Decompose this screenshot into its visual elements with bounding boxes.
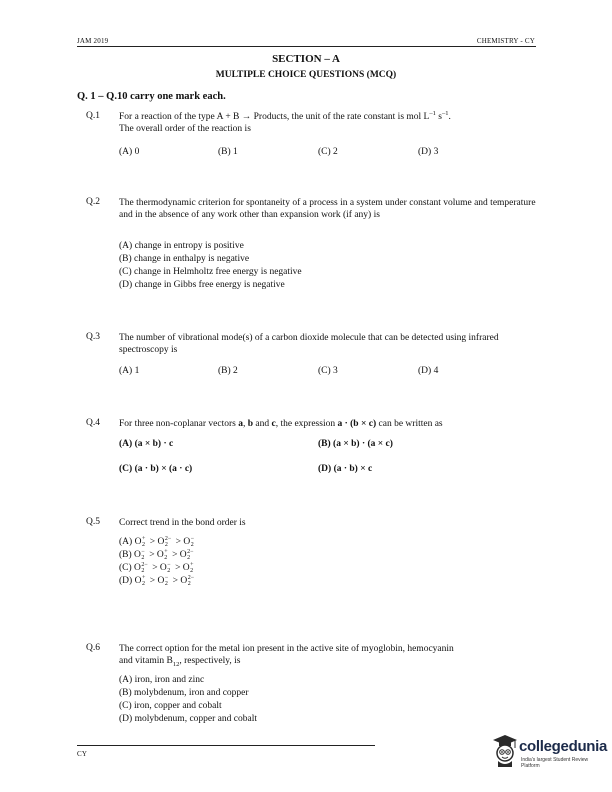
footer-left: CY xyxy=(77,750,88,758)
question-text: The correct option for the metal ion present in the active site of myoglobin, hemocyanin and vitamin $B_{12}$, respectively, is xyxy=(119,644,454,668)
question-text: For three non-coplanar vectors a, b and c, the expression a · (b × c) can be written as xyxy=(119,419,443,429)
footer-divider xyxy=(77,745,375,746)
option-a: (A) 1 xyxy=(119,366,140,376)
option-d: (D) molybdenum, copper and cobalt xyxy=(119,714,257,724)
option-d: (D) O + 2 > O − 2 > O 2− 2 xyxy=(119,575,195,587)
option-d: (D) 4 xyxy=(418,366,439,376)
species-o2-cation: O + 2 xyxy=(156,549,168,561)
option-b: (B) 2 xyxy=(218,366,238,376)
logo-tagline: India's largest Student Review Platform xyxy=(521,757,589,769)
question-number: Q.6 xyxy=(86,643,100,653)
question-number: Q.3 xyxy=(86,332,100,342)
option-c: (C) iron, copper and cobalt xyxy=(119,701,222,711)
species-o2-dianion: O 2− 2 xyxy=(157,536,172,548)
species-o2-dianion: O 2− 2 xyxy=(179,549,194,561)
question-text: The number of vibrational mode(s) of a carbon dioxide molecule that can be detected using infrared spectroscopy is xyxy=(119,333,499,355)
species-o2-anion: O − 2 xyxy=(159,562,171,574)
option-d: (D) 3 xyxy=(418,147,439,157)
option-b: (B) O − 2 > O + 2 > O 2− 2 xyxy=(119,549,194,561)
question-text: The thermodynamic criterion for spontaneity of a process in a system under constant volume and temperature and in the absence of any work other than expansion work (if any) is xyxy=(119,198,536,220)
question-text: For a reaction of the type A + B → Products, the unit of the rate constant is mol $L^{-1}$ $s^{-1}$. The overall order of the reaction is xyxy=(119,109,451,134)
option-a: (A) (a × b) · c xyxy=(119,439,174,449)
option-c: (C) (a · b) × (a · c) xyxy=(119,464,193,474)
option-d: (D) change in Gibbs free energy is negative xyxy=(119,280,285,290)
species-o2-dianion: O 2− 2 xyxy=(180,575,195,587)
section-subtitle: MULTIPLE CHOICE QUESTIONS (MCQ) xyxy=(215,70,397,80)
question-number: Q.2 xyxy=(86,197,100,207)
option-a: (A) O + 2 > O 2− 2 > O − 2 xyxy=(119,536,195,548)
species-o2-cation: O + 2 xyxy=(182,562,194,574)
option-b: (B) change in enthalpy is negative xyxy=(119,254,250,264)
option-a: (A) change in entropy is positive xyxy=(119,241,244,251)
species-o2-dianion: O 2− 2 xyxy=(134,562,148,574)
option-c: (C) 2 xyxy=(318,147,338,157)
logo-wordmark: collegedunia xyxy=(519,738,608,755)
question-number: Q.4 xyxy=(86,418,100,428)
option-c: (C) change in Helmholtz free energy is negative xyxy=(119,267,302,277)
instruction: Q. 1 – Q.10 carry one mark each. xyxy=(77,91,226,102)
option-a: (A) iron, iron and zinc xyxy=(119,675,205,685)
collegedunia-logo xyxy=(492,732,607,772)
header-right: CHEMISTRY - CY xyxy=(476,37,535,45)
header-left: JAM 2019 xyxy=(77,37,109,45)
option-c: (C) 3 xyxy=(318,366,338,376)
species-o2-cation: O + 2 xyxy=(134,536,146,548)
section-title: SECTION – A xyxy=(272,53,340,65)
species-o2-cation: O + 2 xyxy=(134,575,146,587)
species-o2-anion: O − 2 xyxy=(183,536,195,548)
option-d: (D) (a · b) × c xyxy=(318,464,373,474)
question-text: Correct trend in the bond order is xyxy=(119,518,246,528)
question-number: Q.5 xyxy=(86,517,100,527)
option-c: (C) O 2− 2 > O − 2 > O + 2 xyxy=(119,562,194,574)
option-b: (B) (a × b) · (a × c) xyxy=(318,439,393,449)
option-a: (A) 0 xyxy=(119,147,140,157)
option-b: (B) 1 xyxy=(218,147,238,157)
option-b: (B) molybdenum, iron and copper xyxy=(119,688,249,698)
species-o2-anion: O − 2 xyxy=(134,549,145,561)
question-number: Q.1 xyxy=(86,111,100,121)
header-divider xyxy=(77,46,536,47)
species-o2-anion: O − 2 xyxy=(157,575,169,587)
graduate-mascot-icon xyxy=(492,734,518,768)
